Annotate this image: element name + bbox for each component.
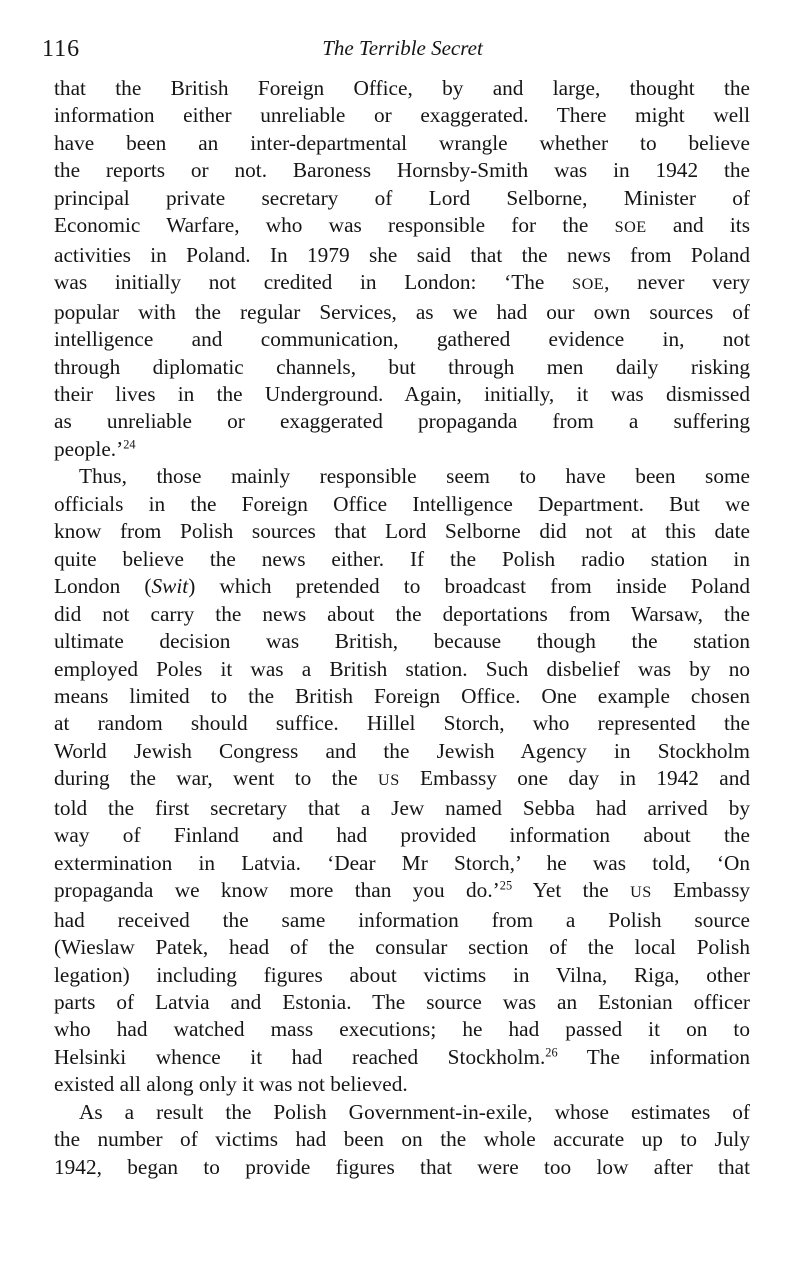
text-line: London (Swit) which pretended to broadcast from inside Poland [54, 574, 751, 599]
text-line: ultimate decision was British, because though the station [54, 629, 750, 654]
text-line: employed Poles it was a British station. Such disbelief was by no [54, 656, 750, 681]
text-line: 1942, began to provide figures that were too low after that [54, 1154, 750, 1179]
text-line: quite believe the news either. If the Polish radio station in [54, 546, 750, 571]
text-line: who had watched mass executions; he had passed it on to [54, 1017, 750, 1042]
small-caps-abbreviation: US [378, 772, 400, 790]
text-line: legation) including figures about victims in Vilna, Riga, other [54, 962, 750, 987]
footnote-marker: 24 [123, 437, 136, 452]
text-line: know from Polish sources that Lord Selborne did not at this date [54, 519, 750, 544]
small-caps-abbreviation: US [630, 884, 652, 902]
text-line: principal private secretary of Lord Selborne, Minister of [54, 185, 750, 210]
text-line: at random should suffice. Hillel Storch, who represented the [54, 711, 750, 736]
text-line: have been an inter-departmental wrangle whether to believe [54, 130, 750, 155]
running-title: The Terrible Secret [322, 36, 483, 60]
page-header [42, 36, 763, 70]
text-line: that the British Foreign Office, by and large, thought the [54, 76, 750, 100]
body-text [54, 75, 750, 1181]
text-line: officials in the Foreign Office Intelligence Department. But we [54, 491, 750, 516]
text-line: the number of victims had been on the whole accurate up to July [54, 1127, 750, 1152]
text-line: extermination in Latvia. ‘Dear Mr Storch,’ he was told, ‘On [54, 850, 750, 875]
text-line: way of Finland and had provided information about the [54, 823, 750, 848]
text-line: World Jewish Congress and the Jewish Agency in Stockholm [54, 738, 750, 763]
footnote-marker: 25 [499, 878, 513, 893]
page-number: 116 [42, 36, 81, 62]
text-line: as unreliable or exaggerated propaganda from a suffering [54, 409, 750, 434]
text-line: Thus, those mainly responsible seem to have been some [79, 464, 750, 489]
text-line: through diplomatic channels, but through men daily risking [54, 354, 750, 379]
text-line: activities in Poland. In 1979 she said that the news from Poland [54, 242, 750, 267]
text-line: means limited to the British Foreign Office. One example chosen [54, 683, 750, 708]
text-line: intelligence and communication, gathered evidence in, not [54, 327, 750, 352]
text-line: told the first secretary that a Jew named Sebba had arrived by [54, 795, 750, 820]
text-line: had received the same information from a Polish source [54, 907, 750, 932]
text-line: was initially not credited in London: ‘The SOE, never very [54, 270, 751, 295]
text-line: people.’$^{24}$ [54, 436, 136, 461]
text-line: existed all along only it was not believed. [54, 1072, 408, 1097]
text-line: popular with the regular Services, as we had our own sources of [54, 299, 750, 324]
text-line: information either unreliable or exaggerated. There might well [54, 103, 750, 128]
text-line: the reports or not. Baroness Hornsby-Smith was in 1942 the [54, 158, 750, 183]
small-caps-abbreviation: SOE [614, 219, 647, 237]
text-line: Helsinki whence it had reached Stockholm.$^{26}$ The information [54, 1044, 750, 1069]
text-line: did not carry the news about the deportations from Warsaw, the [54, 601, 750, 626]
text-line: during the war, went to the US Embassy one day in 1942 and [54, 766, 751, 791]
text-line: Economic Warfare, who was responsible for the SOE and its [54, 213, 750, 238]
text-line: propaganda we know more than you do.’$^{25}$ Yet the US Embassy [54, 878, 751, 903]
text-line: their lives in the Underground. Again, initially, it was dismissed [54, 381, 750, 406]
text-line: (Wieslaw Patek, head of the consular section of the local Polish [54, 935, 750, 960]
footnote-marker: 26 [545, 1045, 558, 1060]
small-caps-abbreviation: SOE [572, 276, 605, 294]
text-line: parts of Latvia and Estonia. The source was an Estonian officer [54, 989, 750, 1014]
italic-name: Swit [151, 574, 189, 599]
text-line: As a result the Polish Government-in-exile, whose estimates of [79, 1099, 750, 1124]
